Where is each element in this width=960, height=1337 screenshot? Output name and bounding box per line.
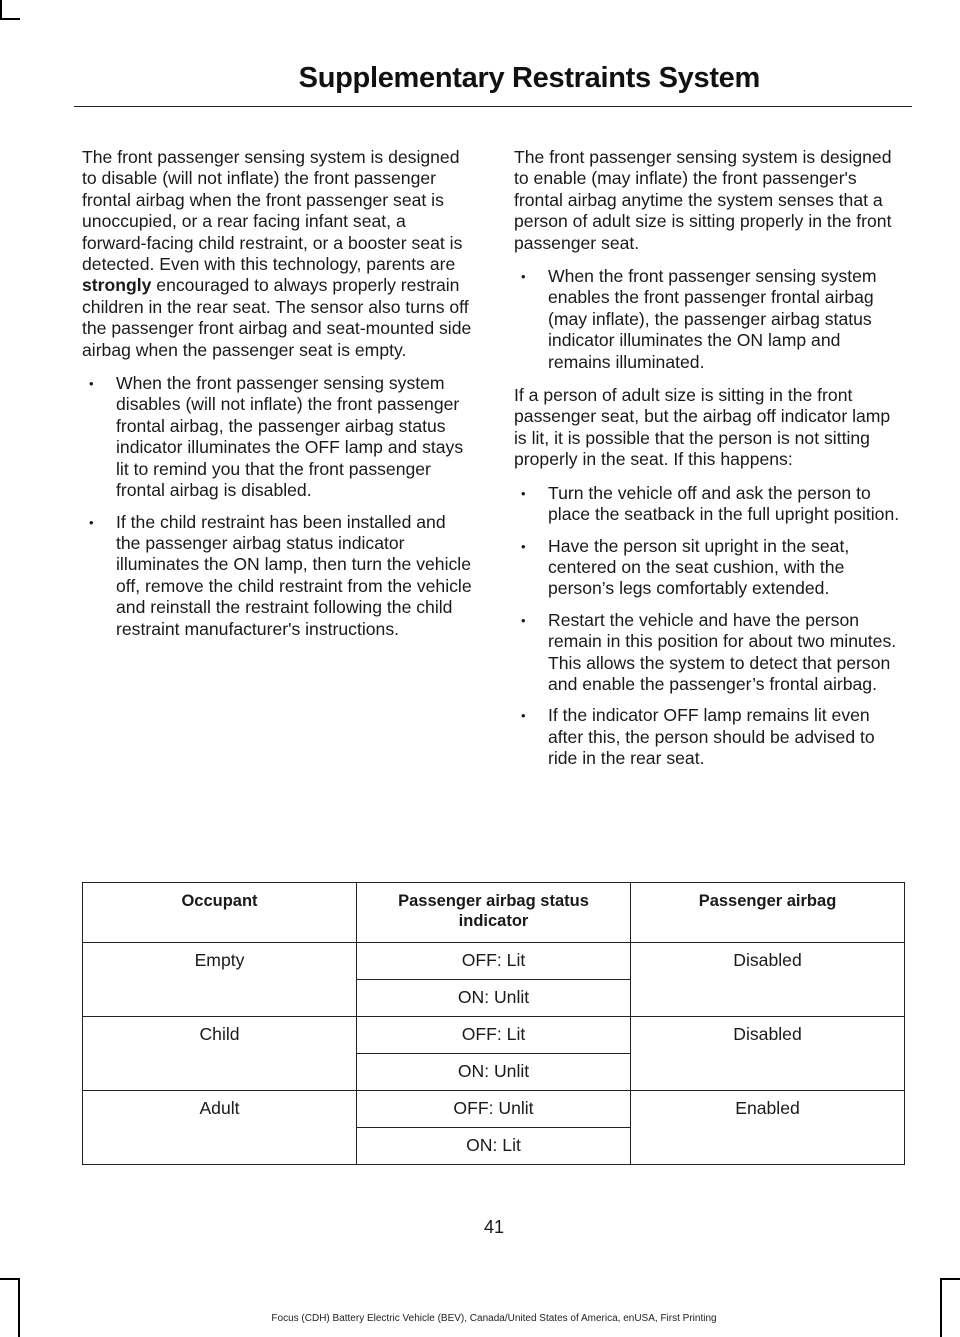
- airbag-cell: Disabled: [631, 943, 905, 1017]
- indicator-cell: OFF: Lit: [357, 943, 631, 980]
- indicator-cell: OFF: Unlit: [357, 1091, 631, 1128]
- paragraph: The front passenger sensing system is designed to enable (may inflate) the front passenger's frontal airbag anytime the system senses that a person of adult size is sitting properly in the front passenger seat.: [514, 147, 892, 253]
- list-item: • Turn the vehicle off and ask the person to place the seatback in the full upright position.: [514, 483, 906, 526]
- emphasis-text: strongly: [82, 275, 152, 296]
- indicator-cell: ON: Lit: [357, 1128, 631, 1165]
- header-divider: [74, 106, 912, 107]
- airbag-cell: Disabled: [631, 1017, 905, 1091]
- list-item: • If the indicator OFF lamp remains lit even after this, the person should be advised to ride in the rear seat.: [514, 705, 906, 769]
- indicator-cell: ON: Unlit: [357, 980, 631, 1017]
- bullet-list: [82, 373, 474, 640]
- table-row: [83, 1017, 905, 1054]
- bullet-list: [514, 266, 906, 373]
- page-title: Supplementary Restraints System: [298, 62, 760, 94]
- intro-paragraph: The front passenger sensing system is designed to disable (will not inflate) the front passenger frontal airbag when the front passenger seat is unoccupied, or a rear facing infant seat, a forward-facing child restraint, or a booster seat is detected. Even with this technology, parents are strongly encouraged to always properly restrain children in the rear seat. The sensor also turns off the passenger front airbag and seat-mounted side airbag when the passenger seat is empty.: [82, 147, 472, 360]
- table-header-row: [83, 883, 905, 943]
- column-header: Occupant: [83, 883, 357, 943]
- list-item: • Restart the vehicle and have the person remain in this position for about two minutes. This allows the system to detect that person and enable the passenger’s frontal airbag.: [514, 610, 906, 696]
- list-item: • When the front passenger sensing system enables the front passenger frontal airbag (may inflate), the passenger airbag status indicator illuminates the ON lamp and remains illuminated.: [514, 266, 906, 373]
- occupant-cell: Adult: [83, 1091, 357, 1165]
- crop-mark: [0, 0, 2, 20]
- airbag-cell: Enabled: [631, 1091, 905, 1165]
- crop-mark: [0, 18, 20, 20]
- crop-mark: [0, 1278, 20, 1280]
- list-item: • When the front passenger sensing system disables (will not inflate) the front passenger frontal airbag, the passenger airbag status indicator illuminates the OFF lamp and stays lit to remind you that the front passenger frontal airbag is disabled.: [82, 373, 474, 501]
- occupant-cell: Empty: [83, 943, 357, 1017]
- table-row: [83, 943, 905, 980]
- occupant-cell: Child: [83, 1017, 357, 1091]
- table-row: [83, 1091, 905, 1128]
- page-number: 41: [483, 1217, 505, 1237]
- footer-text: Focus (CDH) Battery Electric Vehicle (BEV), Canada/United States of America, enUSA, First Printing: [271, 1313, 717, 1324]
- indicator-cell: ON: Unlit: [357, 1054, 631, 1091]
- crop-mark: [940, 1278, 960, 1280]
- indicator-cell: OFF: Lit: [357, 1017, 631, 1054]
- crop-mark: [940, 1278, 942, 1337]
- column-header: Passenger airbag status indicator: [357, 883, 631, 943]
- column-header: Passenger airbag: [631, 883, 905, 943]
- bullet-list: [514, 483, 906, 770]
- crop-mark: [18, 1278, 20, 1337]
- airbag-status-table: [82, 882, 905, 1165]
- right-column: [514, 147, 906, 782]
- list-item: • If the child restraint has been installed and the passenger airbag status indicator illuminates the ON lamp, then turn the vehicle off, remove the child restraint from the vehicle and reinstall the restraint following the child restraint manufacturer's instructions.: [82, 512, 474, 640]
- list-item: • Have the person sit upright in the seat, centered on the seat cushion, with the person’s legs comfortably extended.: [514, 536, 906, 600]
- left-column: [82, 147, 474, 652]
- paragraph: If a person of adult size is sitting in the front passenger seat, but the airbag off indicator lamp is lit, it is possible that the person is not sitting properly in the seat. If this happens:: [514, 385, 891, 470]
